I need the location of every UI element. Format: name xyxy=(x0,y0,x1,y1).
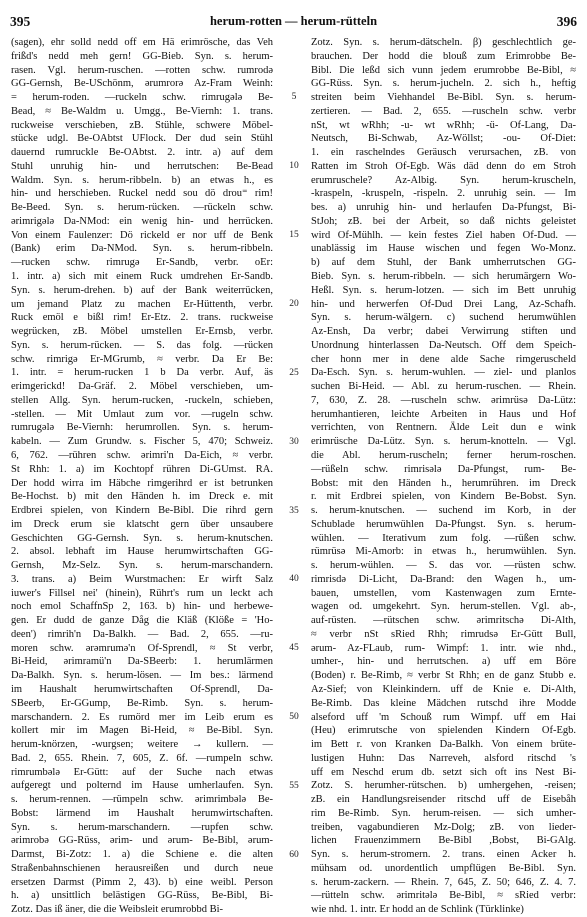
text-line: = herum-roden. —ruckeln schw. rimrugələ Be- xyxy=(11,92,273,104)
text-line: lustigen Huhn: Das Narreveh, alsford ritschd 's xyxy=(311,752,576,764)
text-line: marschandern. 2. Es rumörd mer im Leib erum es xyxy=(11,711,273,723)
text-line: h. a) unsittlich belästigen GG-Rüss, Be-Bibl, Bi- xyxy=(11,890,273,902)
text-line: zB. ein Handlungsreisender ritschd uff de Eisebåh xyxy=(311,794,576,806)
line-number: 35 xyxy=(289,505,299,516)
text-line: kollert mir im Magen Bi-Heid, ≈ Be-Bibl. Syn. xyxy=(11,725,273,737)
text-line: GG-Gernsh, Be-USchönm, ərumrorə Az-Fram Weinh: xyxy=(11,78,273,90)
text-line: Schublade herumwühlen Da-Pfungst. Syn. s. herum- xyxy=(311,518,576,530)
text-line: Zotz. Das iß äner, die die Weibsleit erumrobbd Bi- xyxy=(11,904,223,916)
text-line: gen. Er dudd de ganze Dåg die Kläß (Klöße = 'Ho- xyxy=(11,615,273,627)
text-line: (Boden) r. Be-Rimb, ≈ verbr St Rhh; en de ganz Stubb e. xyxy=(311,670,576,682)
text-line: rumrugələ Be-Viernh: herumrollen. Syn. s. herum- xyxy=(11,422,273,434)
text-line: Bad. 2, 655. Rhein. 7, 605, Z. 6f. —rumpeln schw. xyxy=(11,752,273,764)
text-line: Da-Esch. Syn. s. herum-wuhlen. — ziel- und planlos xyxy=(311,367,576,379)
text-line: Straßenbahnschienen herausreißen und durch neue xyxy=(11,862,273,874)
text-line: -stellen. — Mit Umlaut zum vor. —rugeln schw. xyxy=(11,408,273,420)
text-line: frißd's nedd meh gern! GG-Bieb. Syn. s. herum- xyxy=(11,50,273,62)
text-line: mühsam od. unordentlich umpflügen Be-Bibl. Syn. xyxy=(311,862,576,874)
text-line: um jemand Platz zu machen Er-Hüttenth, verbr. xyxy=(11,298,273,310)
text-line: Syn. s. herum-stromern. 2. trans. einen Acker h. xyxy=(311,849,576,861)
text-line: verrichten, von Rentnern. Älde Leit dun e wink xyxy=(311,422,576,434)
text-line: nSt, wt wRhh; -u- wt wRhh; -ü- Of-Lang, Da- xyxy=(311,119,576,131)
text-line: treiben, vagabundieren Mz-Dolg; zB. von lieder- xyxy=(311,821,576,833)
line-number: 55 xyxy=(289,781,299,792)
text-line: wühlen. — Iterativum zum folg. —rüßen schw. xyxy=(311,532,576,544)
text-line: rim Be-Rimb. Syn. herum-reisen. — sich umher- xyxy=(311,807,576,819)
text-line: St Rhh: 1. a) im Kochtopf rühren Di-GUmst. RA. xyxy=(11,463,273,475)
text-line: erimrüsche Da-Lütz. Syn. s. herum-knotteln. — Vgl. xyxy=(311,436,576,448)
text-line: s. herum-rennen. —rümpeln schw. ərimrimbələ Be- xyxy=(11,794,273,806)
line-number: 20 xyxy=(289,298,299,309)
text-line: —rütteln schw. ərimritələ Be-Bibl, ≈ sRied verbr: xyxy=(311,890,576,902)
text-line: rasen. Vgl. herum-ruschen. —rotten schw. rumrodə xyxy=(11,64,273,76)
text-line: rimrumbələ Er-Gütt: auf der Suche nach etwas xyxy=(11,766,273,778)
line-number: 40 xyxy=(289,574,299,585)
text-line: s. herum-wühlen. — S. das vor. —rüsten schw. xyxy=(311,560,576,572)
text-line: aufgeregt und polternd im Hause umherlaufen. Syn. xyxy=(11,780,273,792)
text-line: 2. absol. lebhaft im Hause herumwirtschaften GG- xyxy=(11,546,273,558)
text-line: Waldm. Syn. s. herum-ribbeln. b) an etwas h., es xyxy=(11,174,273,186)
text-line: erimgerickd! Da-Gräf. 2. Möbel verschieben, um- xyxy=(11,381,273,393)
line-number: 25 xyxy=(289,367,299,378)
text-line: -kraspeln, -kruspeln, -rispeln. 2. unruhig sein. — Im xyxy=(311,188,576,200)
text-line: StJoh; zB. bei der Arbeit, so daß nichts geleistet xyxy=(311,215,576,227)
text-line: Bi-Heid, ərimramü'n Da-SBeerb: 1. herumlärmen xyxy=(11,656,273,668)
line-number: 15 xyxy=(289,229,299,240)
line-number: 60 xyxy=(289,850,299,861)
text-line: Ruck emöl e bißl rim! Er-Etz. 2. trans. ruckweise xyxy=(11,312,273,324)
line-number: 5 xyxy=(291,92,297,103)
text-line: herumhantieren, leichte Arbeiten in Haus und Hof xyxy=(311,408,576,420)
text-line: Darmst, Bi-Zotz: 1. a) die Schiene e. die alten xyxy=(11,849,273,861)
text-line: Der hodd wirra im Häbche rimgerihrd er ist betrunken xyxy=(11,477,273,489)
text-line: s. herum-zackern. — Rhein. 7, 645, Z. 50; 646, Z. 4. 7. xyxy=(311,876,576,888)
text-line: ərimrobə GG-Rüss, ərim- und ərum- Be-Bibl, ərum- xyxy=(11,835,273,847)
text-line: unablässig im Hause wischen und fegen Wo-Monz. xyxy=(311,243,576,255)
left-column xyxy=(11,36,273,916)
text-line: Be-Beed. Syn. s. herum-rücken. —rückeln schw. xyxy=(11,202,273,214)
text-line: GG-Rüss. Syn. s. herum-jucheln. 2. sich h., heftig xyxy=(311,78,576,90)
text-line: kabeln. — Zum Grundw. s. Fischer 5, 470; Schweiz. xyxy=(11,436,273,448)
text-line: (sagen), ehr solld nedd off em Hä erimrösche, das Veh xyxy=(11,37,273,48)
text-line: noch emol SchaffnSp 2, 163. b) hin- und herbewe- xyxy=(11,601,273,613)
text-line: brauchen. Der hodd die blouß zum Erimrobbe Be- xyxy=(311,50,576,62)
text-line: ≈ verbr nSt sRied Rhh; rimrudsə Er-Gütt Bull, xyxy=(311,628,576,640)
text-line: die Abl. herum-ruscheln; ferner herum-roschen. xyxy=(311,449,576,461)
text-line: Syn. s. herum-drehen. b) auf der Bank weiterrücken, xyxy=(11,284,273,296)
text-line: 1. ein raschelndes Geräusch verursachen, zB. von xyxy=(311,147,576,159)
page-number-right: 396 xyxy=(556,14,577,29)
text-line: Be-Rimb. Das kleine Mädchen rutschd ihre Modde xyxy=(311,697,576,709)
text-line: hin- und herwerfen Of-Dud Drei Lang, Az-Schafh. xyxy=(311,298,576,310)
text-line: im Dreck erum sie klatscht gern über unsaubere xyxy=(11,518,273,530)
text-line: moren schw. ərəmrumə'n Of-Sprendl, ≈ St verbr, xyxy=(11,642,273,654)
text-line: Unordnung hinterlassen Da-Neutsch. Off dem Speich- xyxy=(311,339,576,351)
text-line: Az-Ensh, Da verbr; dabei Verwirrung stiften und xyxy=(311,326,576,338)
text-line: dauernd rumruckle Be-OAbtst. 2. intr. a) auf dem xyxy=(11,147,273,159)
text-line: streiten beim Viehhandel Be-Bibl. Syn. s. herum- xyxy=(311,92,576,104)
text-line: Bobst: mit den Händen h., herumrühren. im Dreck xyxy=(311,477,576,489)
text-line: (Bank) erim Da-NMod. Syn. s. herum-ribbeln. xyxy=(11,243,273,255)
text-line: 1. intr. a) sich mit einem Ruck umdrehen Er-Sandb. xyxy=(11,271,273,283)
text-line: wie nhd. 1. intr. Er hodd an de Schlink (Türklinke) xyxy=(311,904,524,916)
text-line: ersetzen Darmst (Pimm 2, 43). b) eine weibl. Person xyxy=(11,876,273,888)
page-number-left: 395 xyxy=(10,14,31,29)
text-line: umher-, hin- und herrutschen. a) uff em Böre xyxy=(311,656,576,668)
text-line: auf-rüsten. —rütschen schw. ərimritschə Di-Alth, xyxy=(311,615,576,627)
text-line: r. mit Erdbrei spielen, von Kindern Be-Bobst. Syn. xyxy=(311,491,576,503)
text-line: 3. trans. a) Beim Wurstmachen: Er wirft Salz xyxy=(11,573,273,585)
text-line: Bobst: lärmend im Haushalt herumwirtschaften. xyxy=(11,807,273,819)
text-line: ərimrigələ Da-NMod: ein wenig hin- und herrücken. xyxy=(11,215,273,227)
text-line: b) auf dem Stuhl, der Bank umherrutschen GG- xyxy=(311,257,576,269)
text-line: Ratten im Stroh Of-Egb. Wäs däd denn do em Stroh xyxy=(311,160,576,172)
line-number: 30 xyxy=(289,436,299,447)
text-line: s. herum-knutschen. — suchend im Korb, in der xyxy=(311,505,576,517)
text-line: bauen, umstellen, vom Kastenwagen zum Ernte- xyxy=(311,587,576,599)
running-head: herum-rotten — herum-rütteln xyxy=(209,14,378,28)
text-line: rümrüsə Mi-Amorb: in etwas h., herumwühlen. Syn. xyxy=(311,546,576,558)
text-line: wird Of-Mühlh. — kein festes Ziel haben Of-Dud. — xyxy=(311,229,576,241)
text-line: cher honn mer in dene alde Sache rimgeruscheld xyxy=(311,353,576,365)
text-line: im Bett r. von Kranken Da-Balkh. Von einem brüte- xyxy=(311,739,576,751)
text-line: deen') rimrih'n Da-Balkh. — Bad. 2, 655. —ru- xyxy=(11,628,273,640)
text-line: Syn. s. herum-rücken. — S. das folg. —rücken xyxy=(11,339,273,351)
text-line: SBeerb, Er-GGump, Be-Rimb. Syn. s. herum- xyxy=(11,697,273,709)
text-line: herum-knörzen, -wurgsen; weitere → kullern. — xyxy=(11,739,273,751)
text-line: Bieb. Syn. s. herum-ribbeln. — sich herumärgern Wo- xyxy=(311,271,576,283)
text-line: im Haushalt herumwirtschaften Of-Sprendl, Da- xyxy=(11,683,273,695)
text-line: ruckweise verschieben, zB. Stühle, schwere Möbel- xyxy=(11,119,273,131)
text-line: Da-Balkh. Syn. s. herum-lösen. — Im bes.: lärmend xyxy=(11,670,273,682)
text-line: hin- und herschieben. Ruckel nedd sou dö drou⁼ rim! xyxy=(11,188,273,200)
text-line: lichen Frauenzimmern Be-Bibl ,Bobst, Bi-GAlg. xyxy=(311,835,576,847)
text-line: Heßl. Syn. s. herum-lotzen. — sich im Bett unruhig xyxy=(311,284,576,296)
text-line: Zotz. S. herumher-rütschen. b) umhergehen, -reisen; xyxy=(311,780,576,792)
text-line: alseford uff 'm Schouß rum Wimpf. uff em Hai xyxy=(311,711,576,723)
text-line: Geschichten GG-Gernsh. Syn. s. herum-knutschen. xyxy=(11,532,273,544)
text-line: zertieren. — Bad. 2, 655. —ruscheln schw. verbr xyxy=(311,105,576,117)
text-line: schw. rimrigə Er-MGrumb, ≈ verbr. Da Er Be: xyxy=(11,353,273,365)
text-line: —rucken schw. rimrugə Er-Sandb, verbr. oEr: xyxy=(11,257,273,269)
text-line: erumruschele? Az-Albig. Syn. herum-kruscheln, xyxy=(311,174,576,186)
text-line: rimrisdə Di-Licht, Da-Brand: den Wagen h., um- xyxy=(311,573,576,585)
text-line: wagen od. umgekehrt. Syn. herum-stellen. Vgl. ab-, xyxy=(311,601,576,613)
text-line: Stuhl unruhig hin- und herrutschen: Be-Bead xyxy=(11,160,273,172)
text-line: Zotz. Syn. s. herum-dätscheln. β) geschlechtlich ge- xyxy=(311,37,576,48)
text-line: wegrücken, zB. Möbel umstellen Er-Ernsb, verbr. xyxy=(11,326,273,338)
text-line: stücke udgl. Be-OAbtst UFlock. Der dud sein Stühl xyxy=(11,133,273,145)
text-line: Syn. s. herum-wälgern. c) suchend herumwühlen xyxy=(311,312,576,324)
text-line: 6, 762. —rühren schw. ərimri'n Da-Eich, ≈ verbr. xyxy=(11,449,273,461)
text-line: bes. a) unruhig hin- und herlaufen Da-Pfungst, Bi- xyxy=(311,202,576,214)
right-column xyxy=(311,36,576,916)
text-line: Gernsh, Mz-Selz. Syn. s. herum-marschandern. xyxy=(11,560,273,572)
text-line: Erdbrei spielen, von Kindern Be-Bibl. Die rihrd gern xyxy=(11,505,273,517)
text-line: stellen Allg. Syn. herum-rucken, -ruckeln, schieben, xyxy=(11,394,273,406)
text-line: ərum- Az-FLaub, rum- Wimpf: 1. intr. wie nhd., xyxy=(311,642,576,654)
text-line: Von einem Faulenzer: Dö rickeld er nor uff de Benk xyxy=(11,229,273,241)
text-line: 1. intr. = herum-rucken 1 b Da verbr. Auf, äs xyxy=(11,367,273,379)
text-line: suchen Bi-Heid. — Abl. zu herum-ruschen. — Rhein. xyxy=(311,381,576,393)
text-line: (Heu) erimrutsche von spielenden Kindern Of-Egb. xyxy=(311,725,576,737)
text-line: Bead, ≈ Be-Waldm u. Umgg., Be-Viernh: 1. trans. xyxy=(11,105,273,117)
text-line: Bibl. Die leßd sich vunn jedem erumrobbe Be-Bibl, ≈ xyxy=(311,64,576,76)
text-line: Az-Sief; von Kleinkindern. uff de Knie e. Di-Alth, xyxy=(311,683,576,695)
text-line: Be-Hochst. b) mit den Händen h. im Dreck e. mit xyxy=(11,491,273,503)
text-line: —rüßeln schw. rimrisələ Da-Pfungst, rum- Be- xyxy=(311,463,576,475)
text-line: Neutsch, Bi-Schwab, Az-Wöllst; -ou- Of-Diet: xyxy=(311,133,576,145)
text-line: Syn. s. herum-marschandern. —rupfen schw. xyxy=(11,821,273,833)
line-number: 10 xyxy=(289,161,299,172)
line-number: 45 xyxy=(289,643,299,654)
line-number: 50 xyxy=(289,712,299,723)
text-line: uff em Neschd erum db. setzt sich oft ins Nest Bi- xyxy=(311,766,576,778)
text-line: 7, 630, Z. 28. —ruscheln schw. ərimrüsə Da-Lütz: xyxy=(311,394,576,406)
text-line: iuwer's Fillsel nei' (hinein), Rührt's rum un leckt ach xyxy=(11,587,273,599)
